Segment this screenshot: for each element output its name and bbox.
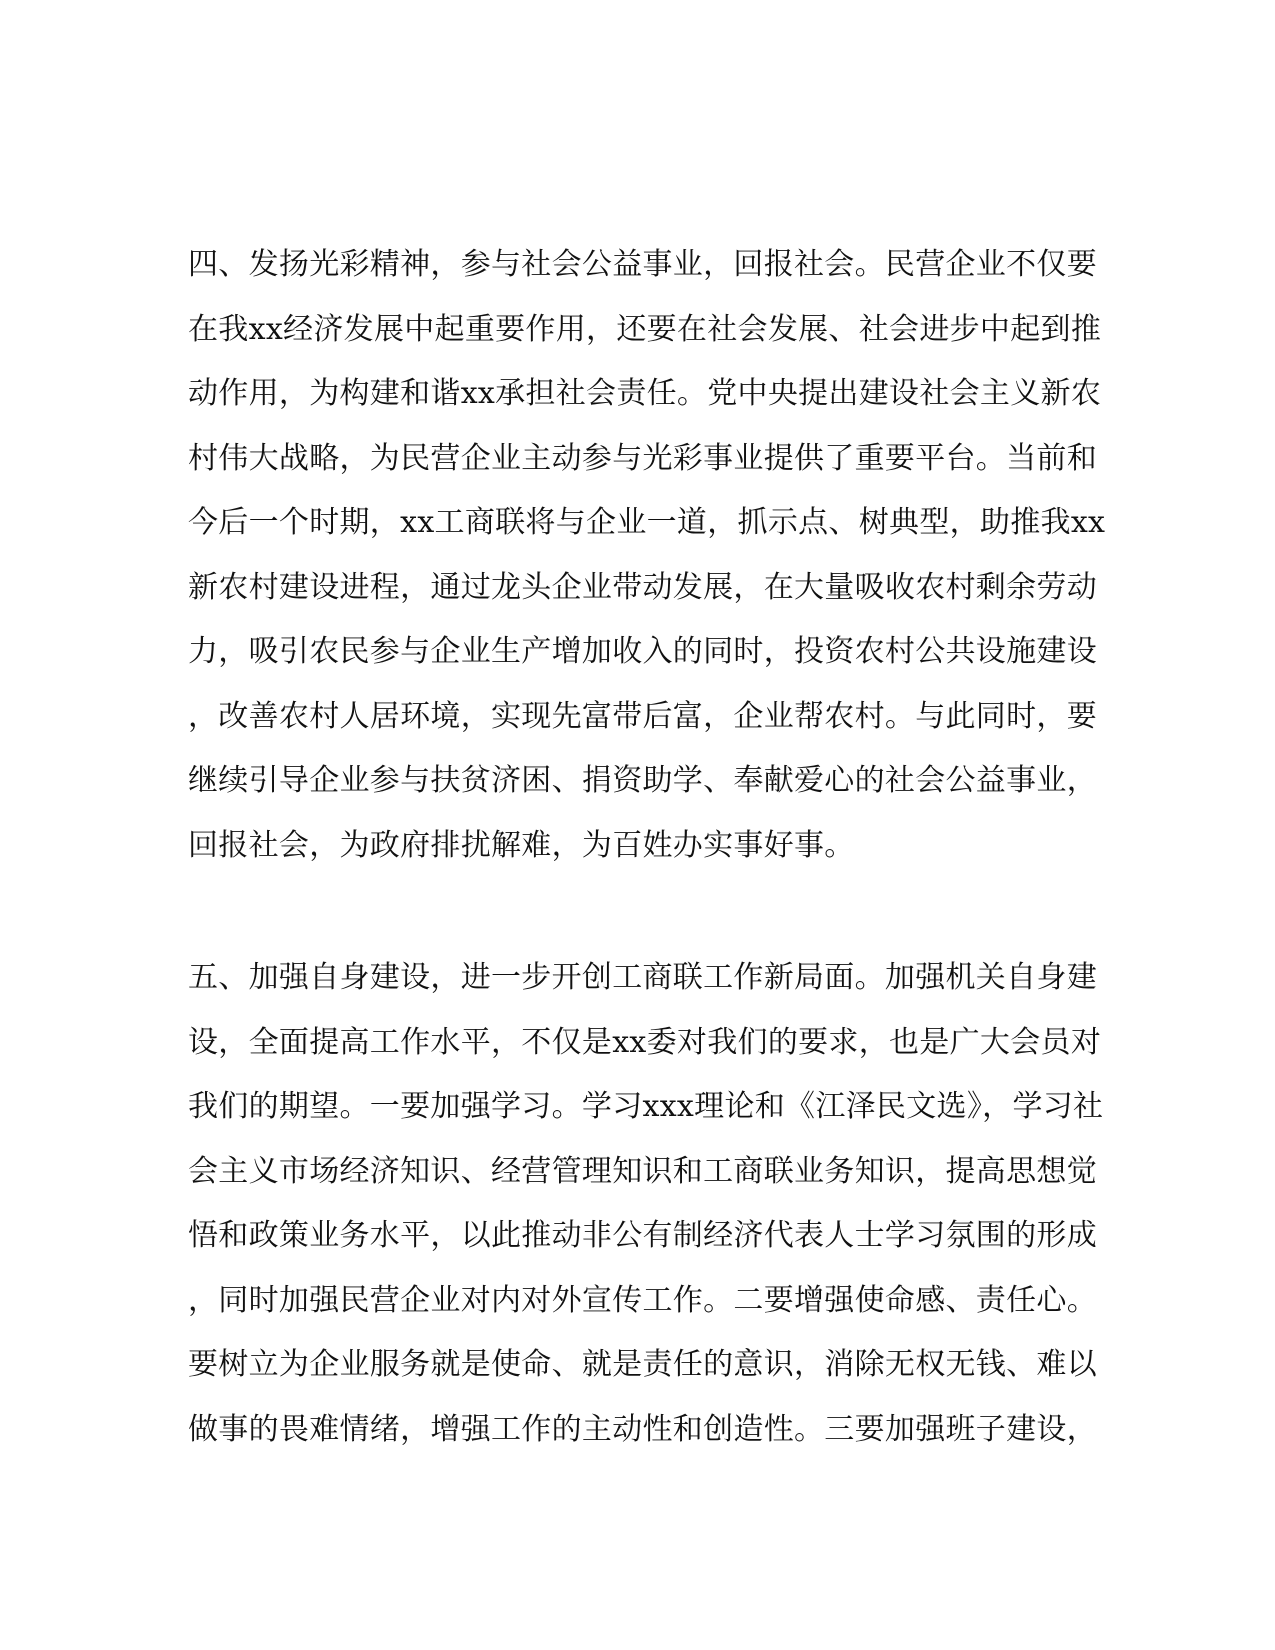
text-line: 在我xx经济发展中起重要作用，还要在社会发展、社会进步中起到推 — [188, 311, 1102, 347]
text-line: 会主义市场经济知识、经营管理知识和工商联业务知识，提高思想觉 — [188, 1153, 1097, 1189]
text-line: 四、发扬光彩精神，参与社会公益事业，回报社会。民营企业不仅要 — [188, 247, 1097, 282]
text-line: 设，全面提高工作水平，不仅是xx委对我们的要求，也是广大会员对 — [188, 1024, 1102, 1060]
paragraph-section-four — [188, 233, 1106, 878]
text-line: 村伟大战略，为民营企业主动参与光彩事业提供了重要平台。当前和 — [188, 440, 1097, 476]
text-line: 动作用，为构建和谐xx承担社会责任。党中央提出建设社会主义新农 — [188, 376, 1102, 411]
text-line: 回报社会，为政府排扰解难，为百姓办实事好事。 — [188, 827, 855, 863]
text-line: 要树立为企业服务就是使命、就是责任的意识，消除无权无钱、难以 — [188, 1347, 1097, 1382]
text-line: 我们的期望。一要加强学习。学习xxx理论和《江泽民文选》，学习社 — [188, 1089, 1104, 1124]
paragraph-section-five — [188, 946, 1104, 1462]
text-line: ，改善农村人居环境，实现先富带后富，企业帮农村。与此同时，要 — [188, 698, 1097, 734]
text-line: 力，吸引农民参与企业生产增加收入的同时，投资农村公共设施建设 — [188, 634, 1097, 669]
text-line: 继续引导企业参与扶贫济困、捐资助学、奉献爱心的社会公益事业， — [188, 763, 1097, 798]
text-line: 五、加强自身建设，进一步开创工商联工作新局面。加强机关自身建 — [188, 960, 1097, 995]
text-line: 今后一个时期，xx工商联将与企业一道，抓示点、树典型，助推我xx — [188, 505, 1106, 540]
text-line: 做事的畏难情绪，增强工作的主动性和创造性。三要加强班子建设， — [188, 1411, 1097, 1447]
text-line: 悟和政策业务水平，以此推动非公有制经济代表人士学习氛围的形成 — [188, 1218, 1097, 1253]
text-line: ，同时加强民营企业对内对外宣传工作。二要增强使命感、责任心。 — [188, 1282, 1097, 1318]
text-line: 新农村建设进程，通过龙头企业带动发展，在大量吸收农村剩余劳动 — [188, 569, 1097, 605]
